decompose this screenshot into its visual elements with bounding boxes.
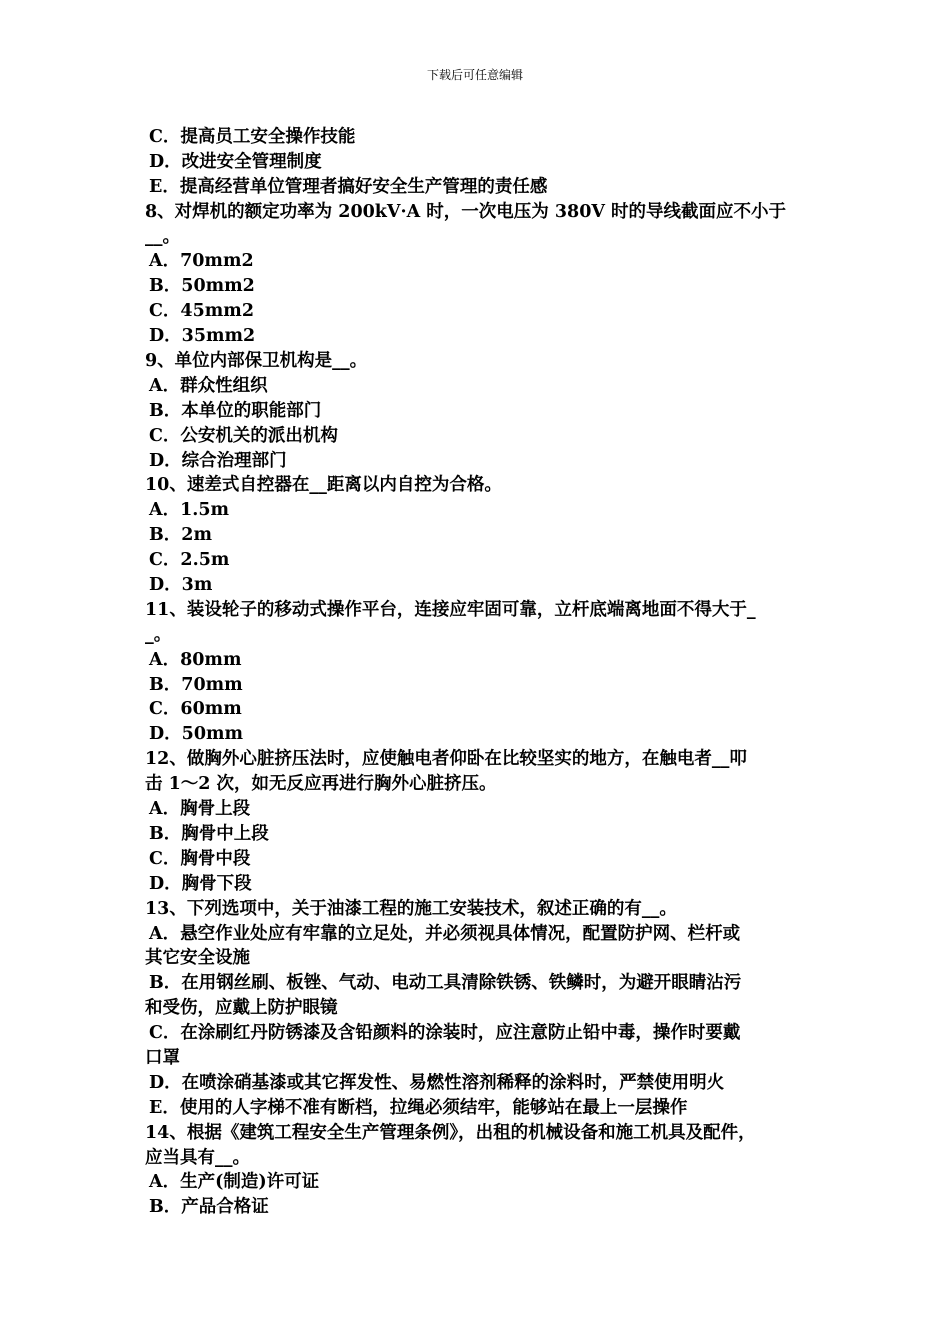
q9-option-a: A．群众性组织 <box>149 375 268 396</box>
q7-option-e: E．提高经营单位管理者搞好安全生产管理的责任感 <box>149 176 548 197</box>
q11-stem-line1: 11、装设轮子的移动式操作平台，连接应牢固可靠，立杆底端离地面不得大于_ <box>145 599 756 620</box>
q8-option-d: D．35mm2 <box>149 326 256 347</box>
q10-option-c: C．2.5m <box>149 550 230 571</box>
q10-option-b: B．2m <box>149 525 212 546</box>
q8-option-a: A．70mm2 <box>149 251 254 272</box>
q12-option-b: B．胸骨中上段 <box>149 823 269 844</box>
q14-option-b: B．产品合格证 <box>149 1197 269 1218</box>
q11-option-a: A．80mm <box>149 649 242 670</box>
q14-stem-line1: 14、根据《建筑工程安全生产管理条例》，出租的机械设备和施工机具及配件， <box>145 1122 756 1143</box>
q9-stem: 9、单位内部保卫机构是__。 <box>145 351 368 372</box>
q13-option-e: E．使用的人字梯不准有断档，拉绳必须结牢，能够站在最上一层操作 <box>149 1097 688 1118</box>
q14-stem-line2: 应当具有__。 <box>145 1147 250 1168</box>
q13-option-c-line1: C．在涂刷红丹防锈漆及含铅颜料的涂装时，应注意防止铅中毒，操作时要戴 <box>149 1023 741 1044</box>
q9-option-c: C．公安机关的派出机构 <box>149 425 338 446</box>
q13-option-a-line2: 其它安全设施 <box>145 948 250 969</box>
q8-option-b: B．50mm2 <box>149 276 255 297</box>
q9-option-b: B．本单位的职能部门 <box>149 400 322 421</box>
q11-option-d: D．50mm <box>149 724 244 745</box>
q14-option-a: A．生产(制造)许可证 <box>149 1172 320 1193</box>
q12-stem-line1: 12、做胸外心脏挤压法时，应使触电者仰卧在比较坚实的地方，在触电者__叩 <box>145 749 747 770</box>
q13-option-c-line2: 口罩 <box>145 1047 180 1068</box>
q11-option-c: C．60mm <box>149 699 242 720</box>
q13-option-b-line2: 和受伤，应戴上防护眼镜 <box>145 998 338 1019</box>
q10-stem: 10、速差式自控器在__距离以内自控为合格。 <box>145 475 502 496</box>
q7-option-d: D．改进安全管理制度 <box>149 151 322 172</box>
q13-option-b-line1: B．在用钢丝刷、板锉、气动、电动工具清除铁锈、铁鳞时，为避开眼睛沾污 <box>149 973 742 994</box>
q8-option-c: C．45mm2 <box>149 301 254 322</box>
q12-stem-line2: 击 1～2 次，如无反应再进行胸外心脏挤压。 <box>145 774 497 795</box>
q11-stem-line2: _。 <box>145 624 172 645</box>
q13-stem: 13、下列选项中，关于油漆工程的施工安装技术，叙述正确的有__。 <box>145 898 677 919</box>
q8-stem-line2: __。 <box>145 226 180 247</box>
q10-option-a: A．1.5m <box>149 500 230 521</box>
question-list <box>145 125 817 1220</box>
page-header: 下载后可任意编辑 <box>426 68 523 82</box>
q7-option-c: C．提高员工安全操作技能 <box>149 127 356 147</box>
q12-option-a: A．胸骨上段 <box>149 799 251 820</box>
q13-option-a-line1: A．悬空作业处应有牢靠的立足处，并必须视具体情况，配置防护网、栏杆或 <box>149 923 741 944</box>
q10-option-d: D．3m <box>149 575 213 596</box>
q12-option-c: C．胸骨中段 <box>149 848 251 869</box>
q12-option-d: D．胸骨下段 <box>149 873 252 894</box>
q8-stem-line1: 8、对焊机的额定功率为 200kV·A 时，一次电压为 380V 时的导线截面应不小于 <box>145 201 787 222</box>
q9-option-d: D．综合治理部门 <box>149 450 287 471</box>
q13-option-d: D．在喷涂硝基漆或其它挥发性、易燃性溶剂稀释的涂料时，严禁使用明火 <box>149 1072 725 1093</box>
q11-option-b: B．70mm <box>149 674 243 695</box>
